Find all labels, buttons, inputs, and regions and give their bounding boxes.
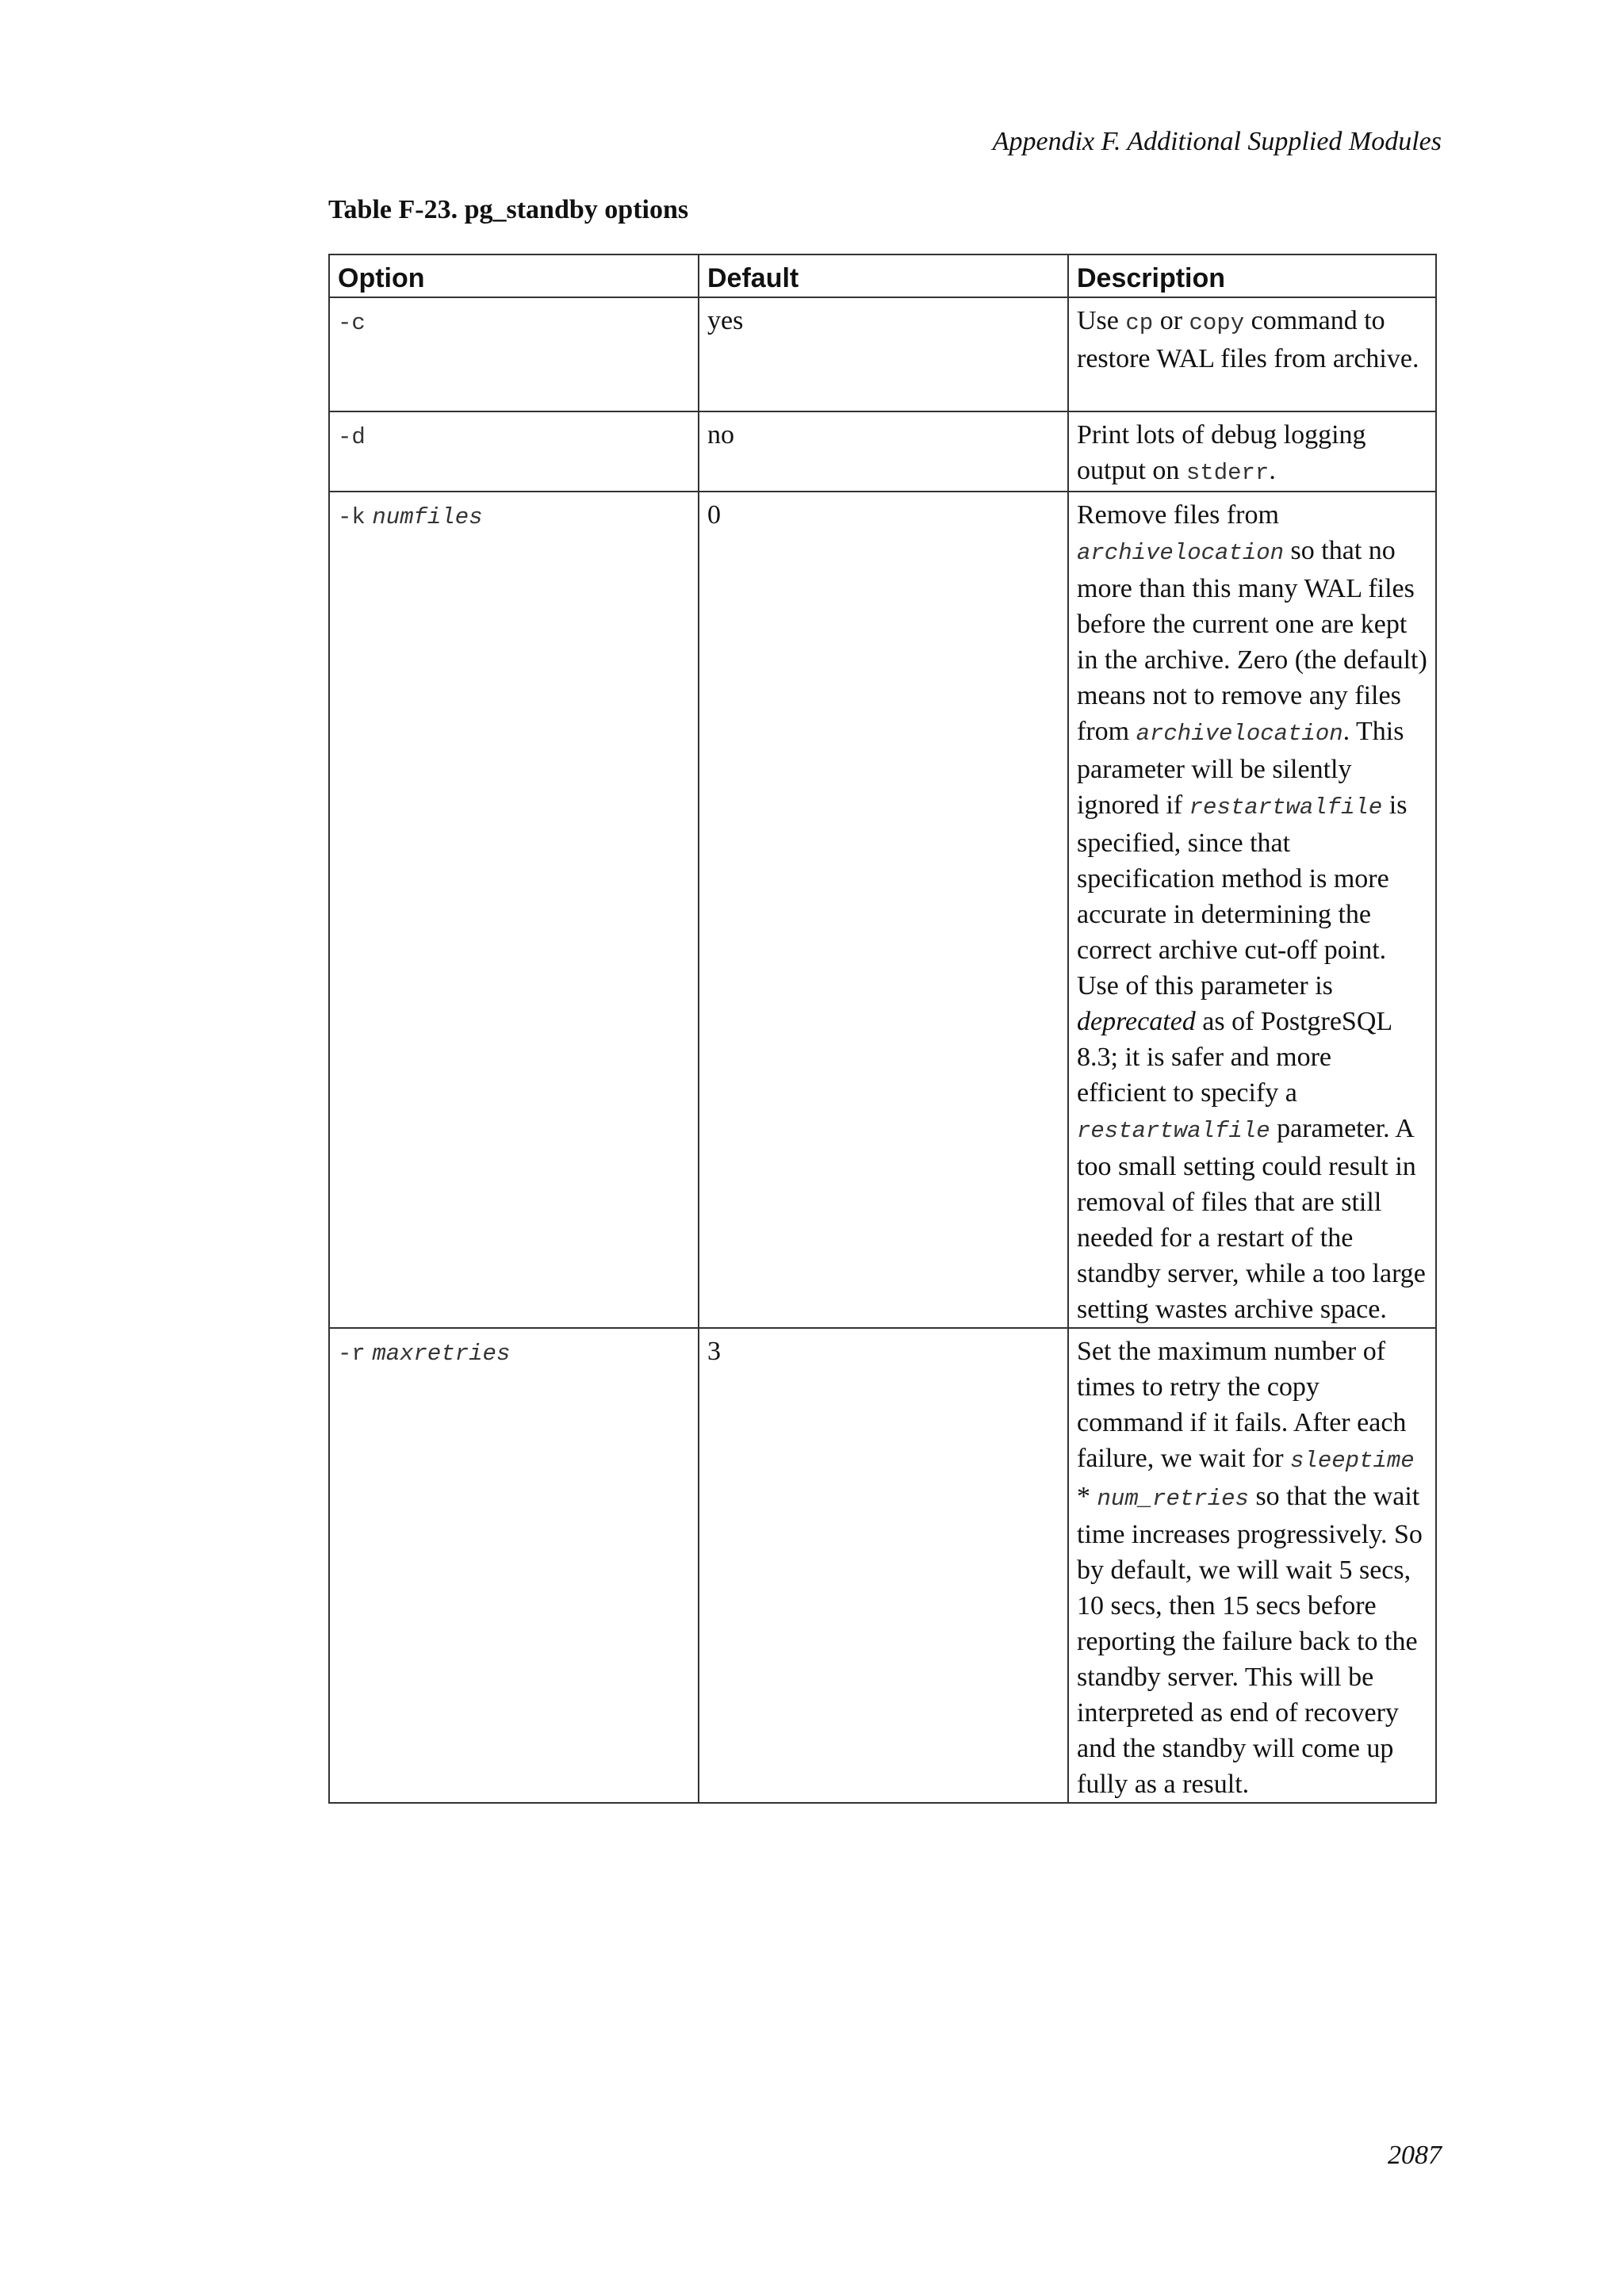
option-flag: -d (338, 424, 366, 450)
default-cell: no (699, 411, 1068, 492)
option-flag: -r (338, 1341, 366, 1367)
table-header-row (329, 254, 1436, 297)
table-row (329, 492, 1436, 1328)
option-flag: -c (338, 310, 366, 336)
option-flag: -k (338, 504, 366, 530)
desc-parameter: restartwalfile (1077, 1118, 1270, 1144)
desc-text: so that no more than this many WAL files before the current one are kept in the archive. Zero (the default) means not to remove any files from (1077, 536, 1427, 746)
desc-command: copy (1189, 310, 1245, 336)
options-table (328, 254, 1437, 1804)
table-row (329, 411, 1436, 492)
default-cell: 0 (699, 492, 1068, 1328)
desc-text: Remove files from (1077, 500, 1279, 530)
column-header-default: Default (699, 254, 1068, 297)
description-cell (1068, 1328, 1436, 1803)
running-header: Appendix F. Additional Supplied Modules (992, 127, 1442, 156)
option-argument: numfiles (372, 504, 483, 530)
option-cell (329, 492, 699, 1328)
desc-text: so that the wait time increases progressively. So by default, we will wait 5 secs, 10 secs, then 15 secs before reporting the failure back to the standby server. This will be interpreted as end of recovery and the standby will come up fully as a result. (1077, 1482, 1423, 1799)
desc-parameter: archivelocation (1136, 721, 1343, 747)
default-cell: yes (699, 297, 1068, 411)
page-number: 2087 (1388, 2141, 1442, 2170)
column-header-option: Option (329, 254, 699, 297)
desc-text: as of PostgreSQL 8.3; it is safer and more efficient to specify a (1077, 1007, 1392, 1108)
option-cell (329, 1328, 699, 1803)
desc-text: . This parameter will be silently ignored if (1077, 717, 1404, 820)
description-cell (1068, 297, 1436, 411)
desc-text: parameter. A too small setting could result in removal of files that are still needed for a restart of the standby server, while a too large setting wastes archive space. (1077, 1114, 1426, 1324)
desc-command: stderr (1185, 460, 1270, 486)
desc-text: or (1153, 306, 1189, 335)
desc-command: cp (1125, 310, 1154, 336)
option-argument: maxretries (372, 1341, 511, 1367)
desc-parameter: archivelocation (1077, 540, 1285, 566)
description-cell (1068, 492, 1436, 1328)
option-cell (329, 297, 699, 411)
desc-parameter: sleeptime (1290, 1448, 1415, 1474)
table-caption: Table F-23. pg_standby options (328, 195, 689, 224)
table-row (329, 297, 1436, 411)
desc-text: Use (1077, 306, 1126, 335)
desc-text: Set the maximum number of times to retry the copy command if it fails. After each failure, we wait for (1077, 1337, 1407, 1473)
desc-emphasis: deprecated (1077, 1007, 1196, 1036)
desc-text: is specified, since that specification method is more accurate in determining the correct archive cut-off point. Use of this parameter is (1077, 790, 1408, 1001)
description-cell (1068, 411, 1436, 492)
desc-text: * (1077, 1482, 1097, 1511)
table-row (329, 1328, 1436, 1803)
default-cell: 3 (699, 1328, 1068, 1803)
desc-parameter: restartwalfile (1189, 794, 1383, 821)
option-cell (329, 411, 699, 492)
desc-text: Print lots of debug logging output on (1077, 420, 1366, 485)
desc-parameter: num_retries (1097, 1486, 1249, 1512)
desc-text: command to restore WAL files from archive. (1077, 306, 1419, 373)
desc-text: . (1269, 456, 1276, 485)
column-header-description: Description (1068, 254, 1436, 297)
